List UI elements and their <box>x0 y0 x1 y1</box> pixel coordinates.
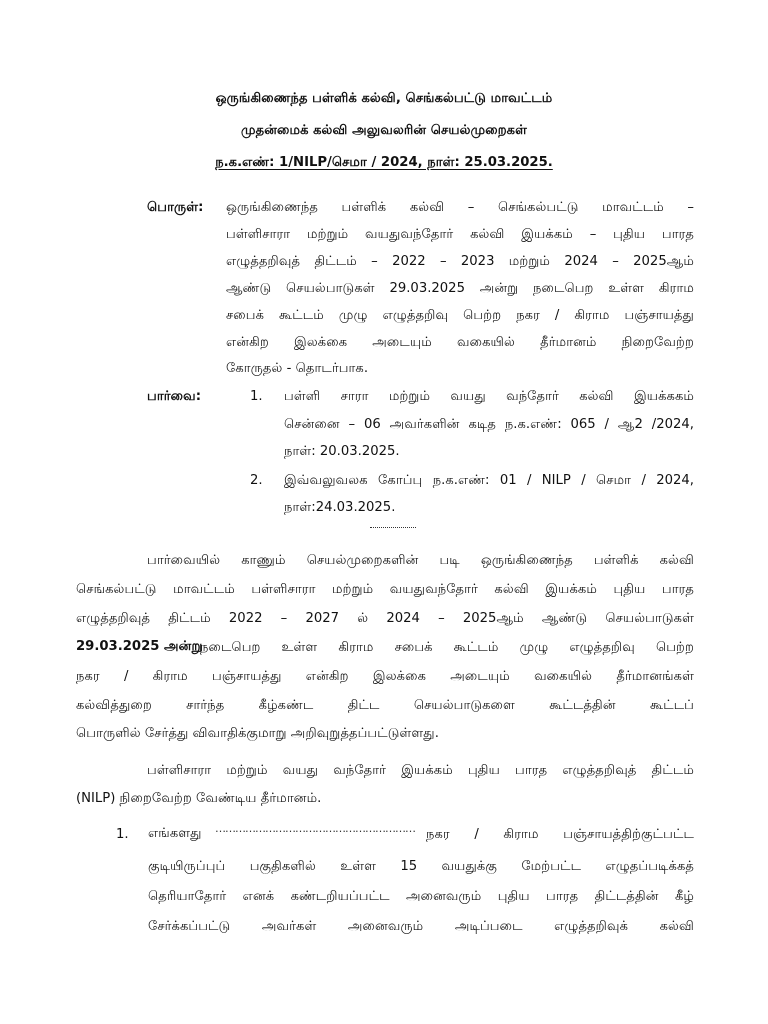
reference-item-line: சென்னை – 06 அவர்களின் கடித ந.க.எண்: 065 / ஆ2 /2024, <box>284 417 694 432</box>
body-line: கல்வித்துறை சார்ந்த கீழ்கண்ட திட்ட செயல்பாடுகளை கூட்டத்தின் கூட்டப் <box>76 698 694 713</box>
resolution-end: நகர / கிராம பஞ்சாயத்திற்குட்பட்ட <box>426 827 694 842</box>
subject-line: சபைக் கூட்டம் முழு எழுத்தறிவு பெற்ற நகர / கிராம பஞ்சாயத்து <box>226 308 694 323</box>
body-line: பள்ளிசாரா மற்றும் வயது வந்தோர் இயக்கம் புதிய பாரத எழுத்தறிவுத் திட்டம் <box>147 763 694 778</box>
subject-line: கோருதல் - தொடர்பாக. <box>226 361 369 376</box>
subject-line: ஆண்டு செயல்பாடுகள் 29.03.2025 அன்று நடைபெற உள்ள கிராம <box>226 281 694 296</box>
resolution-start: எங்களது <box>148 826 202 841</box>
reference-item-number: 2. <box>250 473 263 488</box>
resolution-number: 1. <box>116 827 129 842</box>
proceedings-title: முதன்மைக் கல்வி அலுவலரின் செயல்முறைகள் <box>240 123 528 138</box>
section-divider <box>370 527 416 528</box>
reference-item-line: இவ்வலுவலக கோப்பு ந.க.எண்: 01 / NILP / செமா / 2024, <box>284 473 694 488</box>
subject-line: எழுத்தறிவுத் திட்டம் – 2022 – 2023 மற்றும் 2024 – 2025ஆம் <box>226 254 694 269</box>
body-line: நடைபெற உள்ள கிராம சபைக் கூட்டம் முழு எழுத்தறிவு பெற்ற <box>200 640 694 655</box>
resolution-line: தெரியாதோர் எனக் கண்டறியப்பட்ட அனைவரும் புதிய பாரத திட்டத்தின் கீழ் <box>148 889 694 904</box>
reference-item-line: பள்ளி சாரா மற்றும் வயது வந்தோர் கல்வி இயக்ககம் <box>284 389 694 404</box>
body-line: எழுத்தறிவுத் திட்டம் 2022 – 2027 ல் 2024 – 2025ஆம் ஆண்டு செயல்பாடுகள் <box>76 611 694 626</box>
office-title: ஒருங்கிணைந்த பள்ளிக் கல்வி, செங்கல்பட்டு மாவட்டம் <box>215 91 553 106</box>
resolution-blank: …………………………………………………… <box>215 823 415 834</box>
reference-label: பார்வை: <box>147 389 201 404</box>
reference-number: ந.க.எண்: 1/NILP/செமா / 2024, நாள்: 25.03.2025. <box>215 155 553 170</box>
reference-item-line: நாள்:24.03.2025. <box>284 500 396 515</box>
reference-item-line: நாள்: 20.03.2025. <box>284 444 400 459</box>
reference-item-number: 1. <box>250 389 263 404</box>
subject-line: என்கிற இலக்கை அடையும் வகையில் தீர்மானம் நிறைவேற்ற <box>226 335 694 350</box>
body-line: (NILP) நிறைவேற்ற வேண்டிய தீர்மானம். <box>76 791 322 806</box>
body-line: பொருளில் சேர்த்து விவாதிக்குமாறு அறிவுறுத்தப்பட்டுள்ளது. <box>76 726 439 741</box>
body-line: நகர / கிராம பஞ்சாயத்து என்கிற இலக்கை அடையும் வகையில் தீர்மானங்கள் <box>76 669 694 684</box>
resolution-line: சேர்க்கப்பட்டு அவர்கள் அனைவரும் அடிப்படை எழுத்தறிவுக் கல்வி <box>148 919 694 934</box>
subject-line: பள்ளிசாரா மற்றும் வயதுவந்தோர் கல்வி இயக்கம் – புதிய பாரத <box>226 227 694 242</box>
body-line: செங்கல்பட்டு மாவட்டம் பள்ளிசாரா மற்றும் வயதுவந்தோர் கல்வி இயக்கம் புதிய பாரத <box>76 582 694 597</box>
subject-line: ஒருங்கிணைந்த பள்ளிக் கல்வி – செங்கல்பட்டு மாவட்டம் – <box>226 200 694 215</box>
body-bold-date: 29.03.2025 அன்று <box>76 639 203 654</box>
subject-label: பொருள்: <box>147 200 204 215</box>
resolution-line: குடியிருப்புப் பகுதிகளில் உள்ள 15 வயதுக்கு மேற்பட்ட எழுதப்படிக்கத் <box>148 859 694 874</box>
body-line: பார்வையில் காணும் செயல்முறைகளின் படி ஒருங்கிணைந்த பள்ளிக் கல்வி <box>147 553 694 568</box>
